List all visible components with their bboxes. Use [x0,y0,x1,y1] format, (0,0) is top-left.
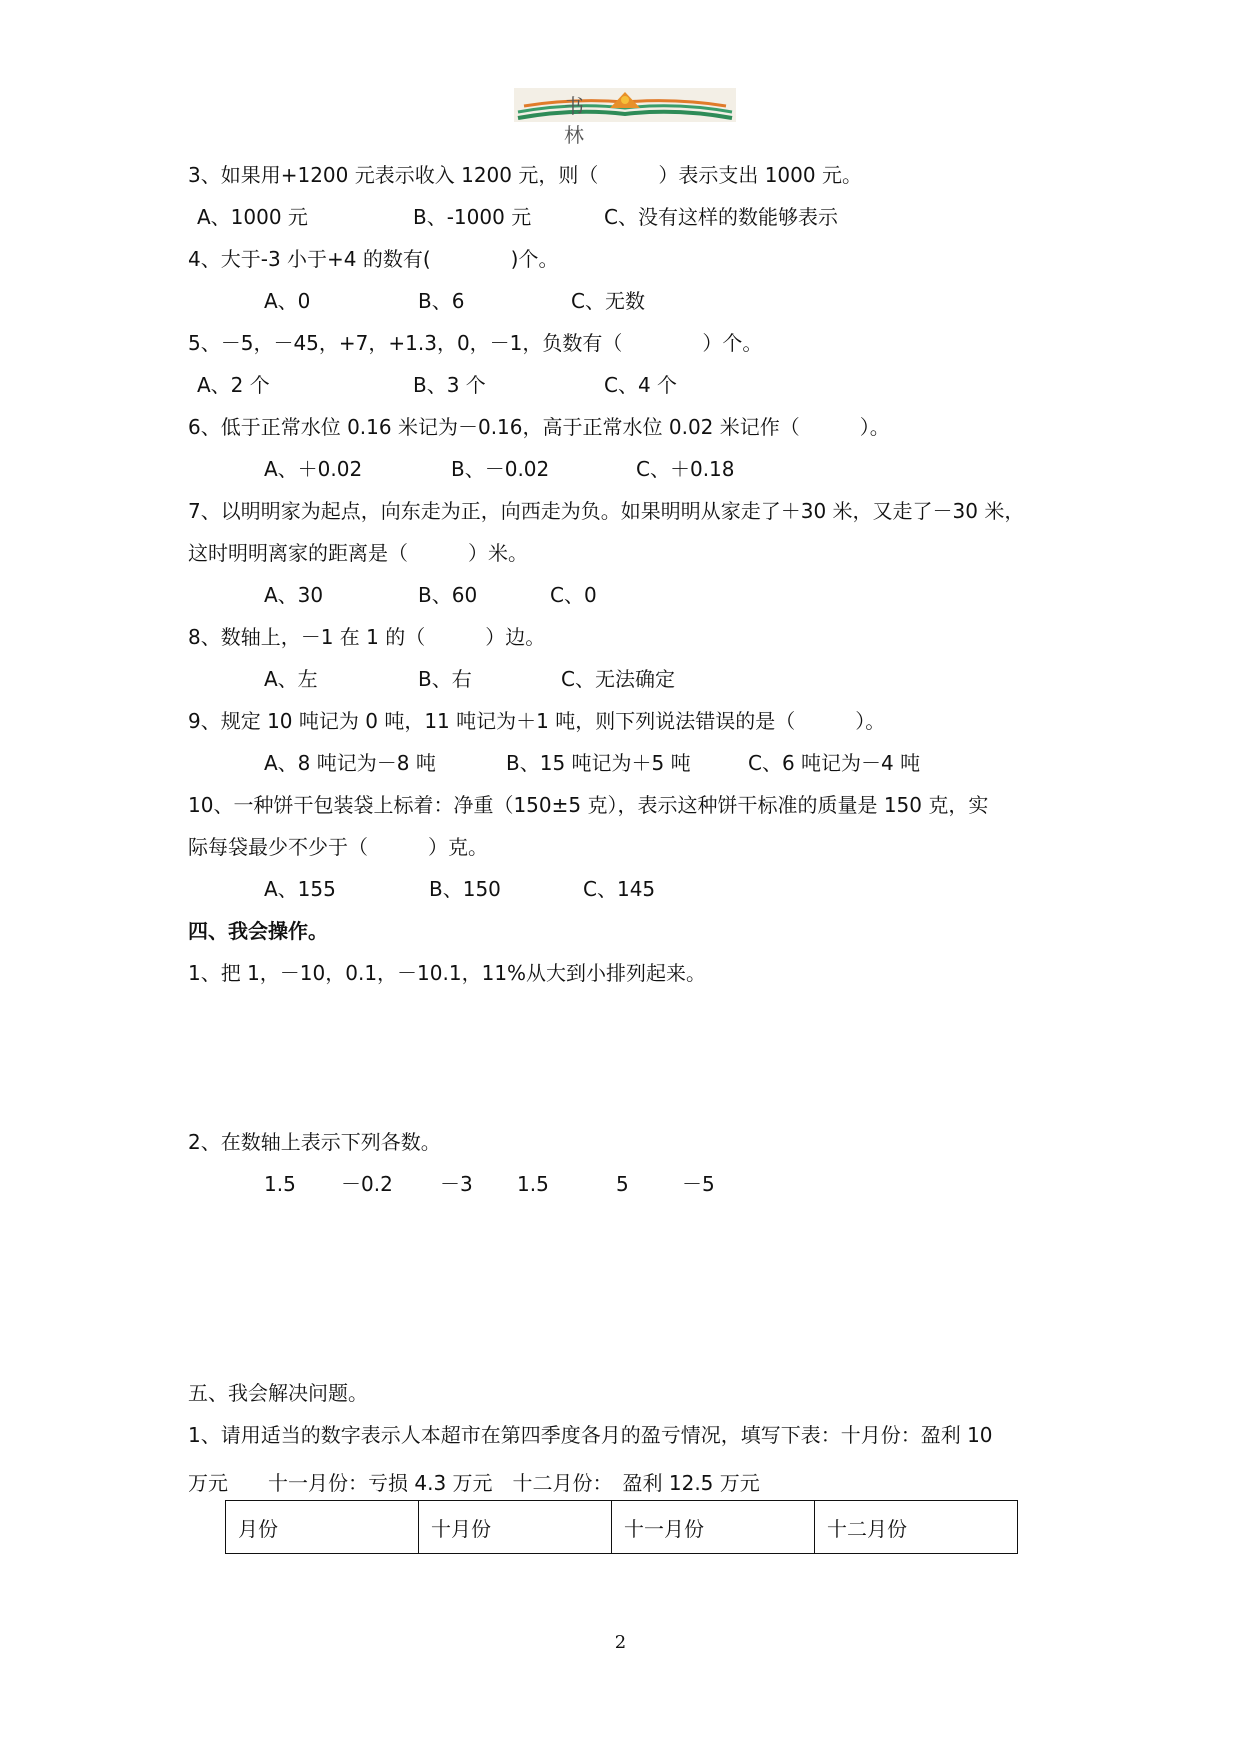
number-item: －0.2 [341,1172,393,1196]
header-logo [514,88,736,147]
question-10-option-a: A、155 [264,877,336,901]
section-4-question-2: 2、在数轴上表示下列各数。 [188,1130,441,1154]
section-4-question-1: 1、把 1，－10，0.1，－10.1，11%从大到小排列起来。 [188,961,707,985]
question-3-stem: 3、如果用+1200 元表示收入 1200 元，则（ ）表示支出 1000 元。 [188,163,862,187]
question-8-stem: 8、数轴上，－1 在 1 的（ ）边。 [188,625,546,649]
section-5-question-1-continued: 万元 十一月份：亏损 4.3 万元 十二月份： 盈利 12.5 万元 [188,1471,760,1495]
question-3-option-a: A、1000 元 [197,205,308,229]
section-5-title: 五、我会解决问题。 [188,1381,368,1405]
question-10-stem: 10、一种饼干包装袋上标着：净重（150±5 克），表示这种饼干标准的质量是 150 克，实 [188,793,989,817]
question-6-option-c: C、＋0.18 [636,457,735,481]
question-8-option-c: C、无法确定 [561,667,675,691]
page-number: 2 [614,1632,627,1653]
table-header-cell: 十一月份 [612,1501,815,1554]
table-header-cell: 十二月份 [815,1501,1018,1554]
number-item: 1.5 [264,1172,296,1196]
question-5-option-a: A、2 个 [197,373,270,397]
question-7-stem: 7、以明明家为起点，向东走为正，向西走为负。如果明明从家走了＋30 米，又走了－30 米， [188,499,1025,523]
question-4-stem: 4、大于-3 小于+4 的数有( )个。 [188,247,559,271]
section-4-title: 四、我会操作。 [188,919,328,943]
question-4-option-b: B、6 [418,289,465,313]
question-5-stem: 5、－5，－45，+7，+1.3，0，－1，负数有（ ）个。 [188,331,763,355]
question-6-option-a: A、＋0.02 [264,457,363,481]
question-5-option-c: C、4 个 [604,373,678,397]
question-10-option-c: C、145 [583,877,656,901]
question-10-option-b: B、150 [429,877,501,901]
question-8-option-a: A、左 [264,667,318,691]
number-item: 5 [616,1172,629,1196]
question-3-option-b: B、-1000 元 [413,205,532,229]
logo-text: 书 林 [564,94,654,147]
question-9-stem: 9、规定 10 吨记为 0 吨，11 吨记为＋1 吨，则下列说法错误的是（ ）。 [188,709,886,733]
profit-loss-table [225,1500,1018,1554]
table-header-cell: 十月份 [419,1501,612,1554]
question-7-option-a: A、30 [264,583,324,607]
question-4-option-c: C、无数 [571,289,645,313]
question-7-option-b: B、60 [418,583,478,607]
question-7-option-c: C、0 [550,583,597,607]
number-item: －5 [682,1172,715,1196]
question-4-option-a: A、0 [264,289,311,313]
section-5-question-1: 1、请用适当的数字表示人本超市在第四季度各月的盈亏情况，填写下表：十月份：盈利 10 [188,1423,993,1447]
question-9-option-a: A、8 吨记为－8 吨 [264,751,436,775]
table-header-cell: 月份 [226,1501,419,1554]
question-6-stem: 6、低于正常水位 0.16 米记为－0.16，高于正常水位 0.02 米记作（ ）。 [188,415,890,439]
question-7-stem-continued: 这时明明离家的距离是（ ）米。 [188,541,528,565]
number-item: 1.5 [517,1172,549,1196]
question-9-option-b: B、15 吨记为＋5 吨 [506,751,691,775]
question-5-option-b: B、3 个 [413,373,486,397]
question-10-stem-continued: 际每袋最少不少于（ ）克。 [188,835,488,859]
question-6-option-b: B、－0.02 [451,457,550,481]
question-3-option-c: C、没有这样的数能够表示 [604,205,838,229]
question-8-option-b: B、右 [418,667,472,691]
question-9-option-c: C、6 吨记为－4 吨 [748,751,921,775]
table-row [226,1501,1018,1554]
number-item: －3 [440,1172,473,1196]
